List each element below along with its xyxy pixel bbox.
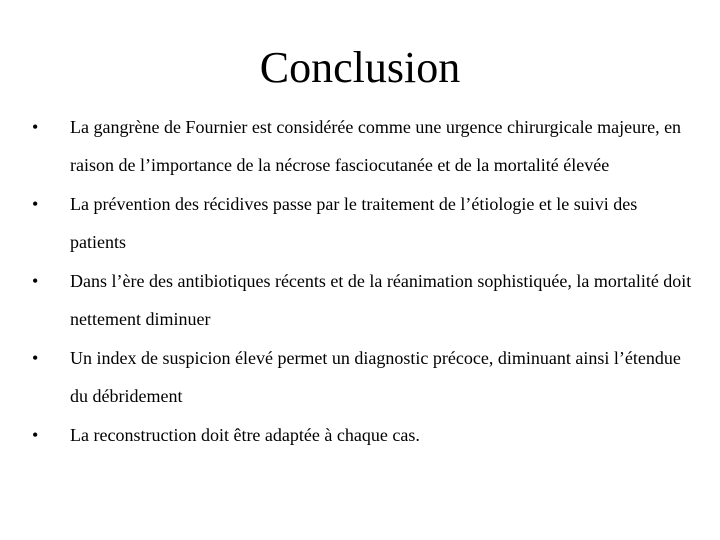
bullet-item <box>32 185 692 261</box>
bullet-item <box>32 262 692 338</box>
bullet-text: La prévention des récidives passe par le traitement de l’étiologie et le suivi des patients <box>70 194 638 252</box>
bullet-point-icon: • <box>32 348 39 368</box>
bullet-point-icon: • <box>32 425 39 445</box>
bullet-point-icon: • <box>32 194 39 214</box>
bullet-text: Un index de suspicion élevé permet un diagnostic précoce, diminuant ainsi l’étendue du débridement <box>70 348 681 406</box>
bullet-list <box>32 108 692 455</box>
bullet-item <box>32 339 692 415</box>
bullet-text: Dans l’ère des antibiotiques récents et de la réanimation sophistiquée, la mortalité doit nettement diminuer <box>70 271 692 329</box>
bullet-item <box>32 108 692 184</box>
bullet-text: La reconstruction doit être adaptée à chaque cas. <box>70 425 420 445</box>
bullet-text: La gangrène de Fournier est considérée comme une urgence chirurgicale majeure, en raison de l’importance de la nécrose fasciocutanée et de la mortalité élevée <box>70 117 682 175</box>
slide-title: Conclusion <box>259 43 461 92</box>
bullet-point-icon: • <box>32 117 39 137</box>
bullet-point-icon: • <box>32 271 39 291</box>
bullet-item <box>32 416 692 454</box>
